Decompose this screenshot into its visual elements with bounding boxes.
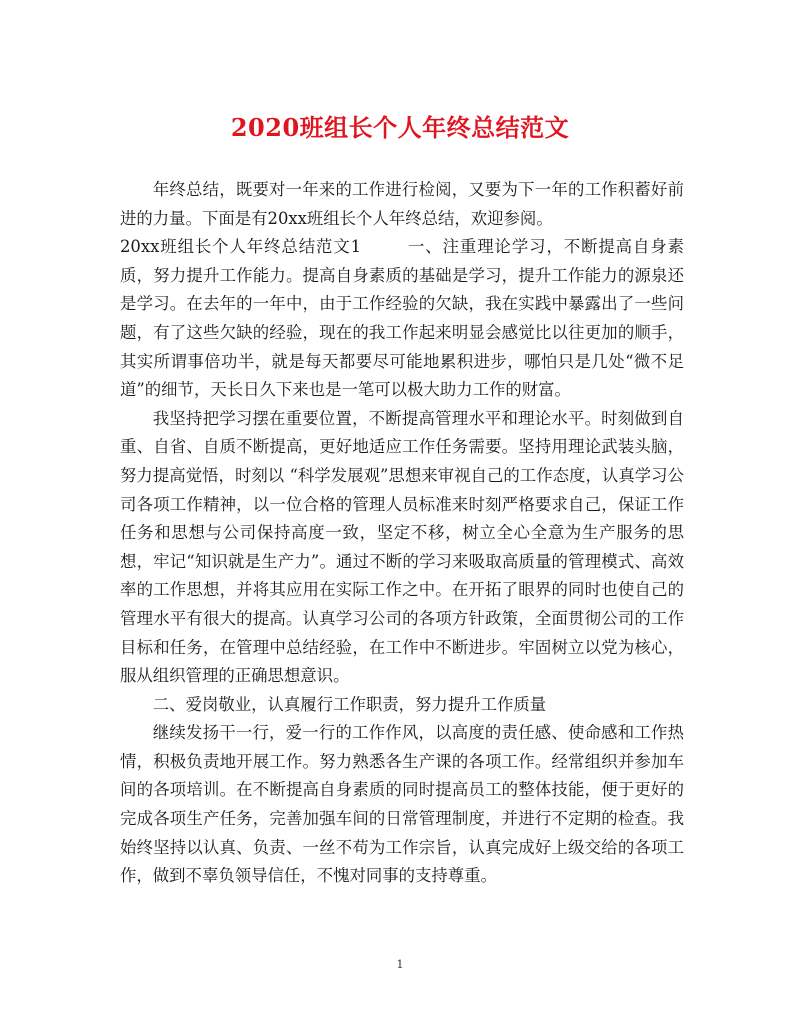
section-1-paragraph [120, 233, 684, 405]
work-paragraph: 继续发扬干一行，爱一行的工作作风，以高度的责任感、使命感和工作热情，积极负责地开展工作。努力熟悉各生产课的各项工作。经常组织并参加车间的各项培训。在不断提高自身素质的同时提高员工的整体技能，便于更好的完成各项生产任务，完善加强车间的日常管理制度，并进行不定期的检查。我始终坚持以认真、负责、一丝不苟为工作宗旨，认真完成好上级交给的各项工作，做到不辜负领导信任，不愧对同事的支持尊重。 [120, 723, 684, 886]
intro-paragraph: 年终总结，既要对一年来的工作进行检阅，又要为下一年的工作积蓄好前进的力量。下面是有20xx班组长个人年终总结，欢迎参阅。 [120, 180, 684, 228]
section-1-label: 20xx班组长个人年终总结范文1 [120, 237, 362, 257]
page-number: 1 [396, 958, 404, 971]
section-1-text: 一、注重理论学习，不断提高自身素质，努力提升工作能力。提高自身素质的基础是学习，提升工作能力的源泉还是学习。在去年的一年中，由于工作经验的欠缺，我在实践中暴露出了一些问题，有了这些欠缺的经验，现在的我工作起来明显会感觉比以往更加的顺手，其实所谓事倍功半，就是每天都要尽可能地累积进步，哪怕只是几处“微不足道”的细节，天长日久下来也是一笔可以极大助力工作的财富。 [120, 237, 684, 400]
study-paragraph: 我坚持把学习摆在重要位置，不断提高管理水平和理论水平。时刻做到自重、自省、自质不断提高，更好地适应工作任务需要。坚持用理论武装头脑，努力提高觉悟，时刻以 “科学发展观”思想来审视自己的工作态度，认真学习公司各项工作精神，以一位合格的管理人员标准来时刻严格要求自己，保证工作任务和思想与公司保持高度一致，坚定不移，树立全心全意为生产服务的思想，牢记“知识就是生产力”。通过不断的学习来吸取高质量的管理模式、高效率的工作思想，并将其应用在实际工作之中。在开拓了眼界的同时也使自己的管理水平有很大的提高。认真学习公司的各项方针政策，全面贯彻公司的工作目标和任务，在管理中总结经验，在工作中不断进步。牢固树立以党为核心，服从组织管理的正确思想意识。 [120, 408, 684, 686]
document-title: 2020班组长个人年终总结范文 [230, 113, 570, 142]
document-body [120, 176, 684, 891]
section-2-heading: 二、爱岗敬业，认真履行工作职责，努力提升工作质量 [152, 694, 547, 714]
